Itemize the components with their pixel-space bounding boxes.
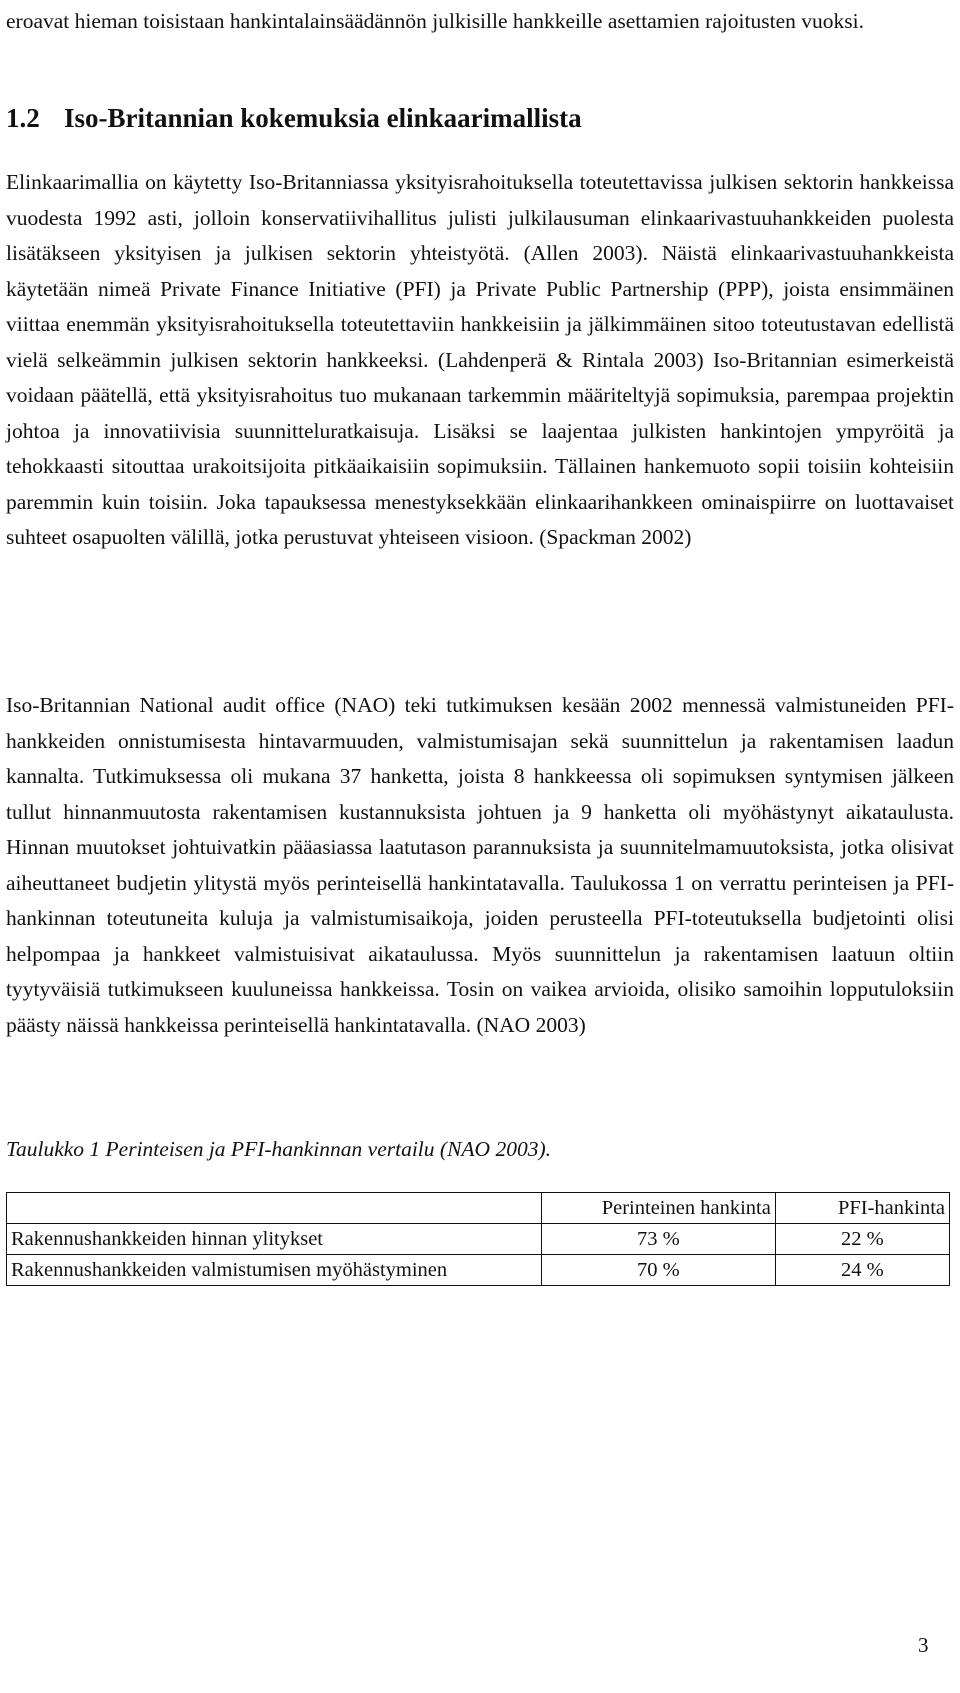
traditional-value: 70 % [541,1255,775,1286]
row-label: Rakennushankkeiden hinnan ylitykset [7,1224,542,1255]
pfi-value: 22 % [775,1224,949,1255]
page-number: 3 [918,1633,929,1657]
intro-paragraph-end: eroavat hieman toisistaan hankintalainsäädännön julkisille hankkeille asettamien rajoitusten vuoksi. [6,9,864,33]
section-heading [6,100,954,136]
table-header-traditional: Perinteinen hankinta [541,1193,775,1224]
section-title: Iso-Britannian kokemuksia elinkaarimallista [64,103,582,133]
table-header-row [7,1193,950,1224]
comparison-table [6,1192,950,1286]
row-label: Rakennushankkeiden valmistumisen myöhästyminen [7,1255,542,1286]
body-paragraph-1: Elinkaarimallia on käytetty Iso-Britanniassa yksityisrahoituksella toteutettavissa julkisen sektorin hankkeissa vuodesta 1992 asti, jolloin konservatiivihallitus julisti julkilausuman elinkaarivastuuhankkeiden puolesta lisätäkseen yksityisen ja julkisen sektorin yhteistyötä. (Allen 2003). Näistä elinkaarivastuuhankkeista käytetään nimeä Private Finance Initiative (PFI) ja Private Public Partnership (PPP), joista ensimmäinen viittaa enemmän yksityisrahoituksella toteutettaviin hankkeisiin ja jälkimmäinen sitoo toteutustavan edellistä vielä selkeämmin julkisen sektorin hankkeeksi. (Lahdenperä & Rintala 2003) Iso-Britannian esimerkeistä voidaan päätellä, että yksityisrahoitus tuo mukanaan tarkemmin määriteltyjä sopimuksia, parempaa projektin johtoa ja innovatiivisia suunnitteluratkaisuja. Lisäksi se laajentaa julkisten hankintojen ympyröitä ja tehokkaasti sitouttaa urakoitsijoita pitkäaikaisiin sopimuksiin. Tällainen hankemuoto sopii toisiin kohteisiin paremmin kuin toisiin. Joka tapauksessa menestyksekkään elinkaarihankkeen ominaispiirre on luottavaiset suhteet osapuolten välillä, jotka perustuvat yhteiseen visioon. (Spackman 2002) [6,170,954,549]
traditional-value: 73 % [541,1224,775,1255]
pfi-value: 24 % [775,1255,949,1286]
table-header-empty [7,1193,542,1224]
body-paragraph-2: Iso-Britannian National audit office (NAO) teki tutkimuksen kesään 2002 mennessä valmistuneiden PFI-hankkeiden onnistumisesta hintavarmuuden, valmistumisajan sekä suunnittelun ja rakentamisen laadun kannalta. Tutkimuksessa oli mukana 37 hanketta, joista 8 hankkeessa oli sopimuksen syntymisen jälkeen tullut hinnanmuutosta rakentamisen kustannuksista johtuen ja 9 hanketta oli myöhästynyt aikataulusta. Hinnan muutokset johtuivatkin pääasiassa laatutason parannuksista ja suunnitelmamuutoksista, jotka olisivat aiheuttaneet budjetin ylitystä myös perinteisellä hankintatavalla. Taulukossa 1 on verrattu perinteisen ja PFI-hankinnan toteutuneita kuluja ja valmistumisaikoja, joiden perusteella PFI-toteutuksella budjetointi olisi helpompaa ja hankkeet valmistuisivat aikataulussa. Myös suunnittelun ja rakentamisen laatuun oltiin tyytyväisiä tutkimukseen kuuluneissa hankkeissa. Tosin on vaikea arvioida, olisiko samoihin lopputuloksiin päästy näissä hankkeissa perinteisellä hankintatavalla. (NAO 2003) [6,693,954,1037]
table-caption: Taulukko 1 Perinteisen ja PFI-hankinnan vertailu (NAO 2003). [6,1137,551,1161]
section-number: 1.2 [6,103,40,133]
table-header-pfi: PFI-hankinta [775,1193,949,1224]
table-row [7,1224,950,1255]
table-row [7,1255,950,1286]
